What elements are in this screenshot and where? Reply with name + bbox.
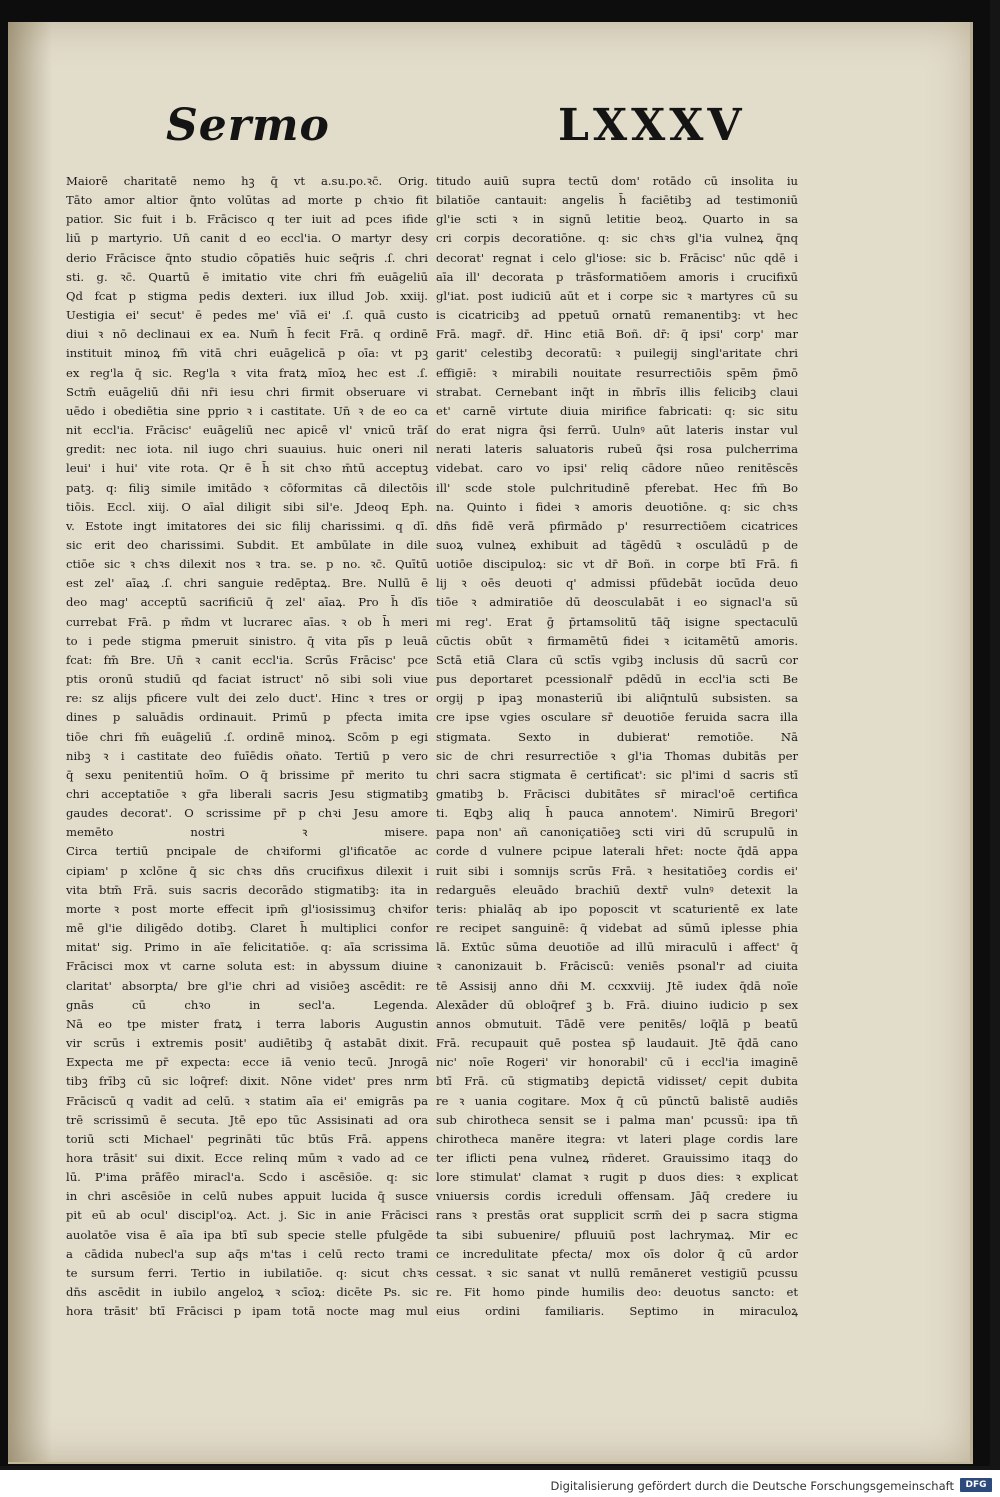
text-line: Frāciscū q vadit ad celū. ꝛ statim aīa ei' emigrās pa bbox=[66, 1093, 428, 1108]
text-line: mitat' sig. Primo in aīe felicitatiōe. q: aīa scrissima bbox=[66, 940, 428, 955]
text-line: vir scrūs i extremis posit' audiētibꝫ q̄ astabāt dixit. bbox=[66, 1036, 428, 1051]
text-line: sic de chri resurrectiōe ꝛ gl'ia Thomas dubitās per bbox=[436, 748, 798, 763]
text-line: trē scrissimū ē secuta. Jtē epo tūc Assisinati ad ora bbox=[66, 1112, 428, 1127]
text-line: ti. Eꝗbꝫ aliq h̄ pauca annotem'. Nimirū Bregori' bbox=[436, 806, 798, 821]
footer-bar bbox=[0, 1470, 1000, 1497]
text-line: gaudes decorat'. O scrissime pr̄ p chꝛi Jesu amore bbox=[66, 806, 428, 821]
text-line: diui ꝛ nō declinaui ex ea. Num̄ h̄ fecit Frā. q ordinē bbox=[66, 327, 428, 342]
left-text-column bbox=[66, 172, 428, 1321]
text-line: tiōe chri fm̄ euāgeliū .ſ. ordinē minoꝝ. Scōm p egi bbox=[66, 729, 428, 744]
text-line: tibꝫ frībꝫ cū sic loq̄ref: dixit. Nōne videt' pres nrm bbox=[66, 1074, 428, 1089]
text-line: morte ꝛ post morte effecit ipm̄ gl'iosissimuꝫ chꝛifor bbox=[66, 901, 428, 916]
text-line: re ꝛ uania cogitare. Mox q̄ cū pūnctū balistē audiēs bbox=[436, 1093, 798, 1108]
text-line: gnās cū chꝛo in secl'a. Legenda. bbox=[66, 997, 428, 1012]
text-line: Uestigia ei' secut' ē pedes me' vīā ei' .ſ. quā custo bbox=[66, 308, 428, 323]
text-line: teris: phialāq ab ipo poposcit vt scaturientē ex late bbox=[436, 901, 798, 916]
text-line: ruit sibi i somnijs scrūs Frā. ꝛ hesitatiōeꝫ cordis ei' bbox=[436, 863, 798, 878]
text-line: tē Assisij anno dn̄i M. ccxxviij. Jtē iudex q̄dā noīe bbox=[436, 978, 798, 993]
text-line: do erat nigra q̄si ferrū. Uulnꝰ aūt lateris instar vul bbox=[436, 423, 798, 438]
text-line: ctiōe sic ꝛ chꝛs dilexit nos ꝛ tra. se. p no. ꝛc̄. Quītū bbox=[66, 557, 428, 572]
text-line: lij ꝛ oēs deuoti q' admissi pfūdebāt iocūda deuo bbox=[436, 576, 798, 591]
text-line: est zel' aīaꝝ .ſ. chri sanguie redēptaꝝ. Bre. Nullū ē bbox=[66, 576, 428, 591]
text-line: suoꝝ vulneꝝ exhibuit ad tāgēdū ꝛ osculādū p de bbox=[436, 537, 798, 552]
text-line: bilatiōe cantauit: angelis h̄ faciētibꝫ ad testimoniū bbox=[436, 193, 798, 208]
text-line: v. Estote ingt imitatores dei sic filij charissimi. q dī. bbox=[66, 518, 428, 533]
text-line: mi reg'. Erat ḡ p̄rtamsolitū tāq̄ isigne spectaculū bbox=[436, 614, 798, 629]
text-line: et' carnē virtute diuia mirifice fabricati: q: sic situ bbox=[436, 403, 798, 418]
text-line: Expecta me pr̄ expecta: ecce iā venio tecū. Jnrogā bbox=[66, 1055, 428, 1070]
text-line: ta sibi subuenire/ pfluuiū post lachrymaꝝ. Mir ec bbox=[436, 1227, 798, 1242]
text-line: cessat. ꝛ sic sanat vt nullū remāneret vestigiū pcussu bbox=[436, 1265, 798, 1280]
text-line: redarguēs eleuādo brachiū dextr̄ vulnꝰ detexit la bbox=[436, 882, 798, 897]
text-line: Frācisci mox vt carne soluta est: in abyssum diuine bbox=[66, 959, 428, 974]
text-line: derio Frācisce q̄nto studio cōpatiēs huic seq̄ris .ſ. chri bbox=[66, 250, 428, 265]
dfg-logo: DFG bbox=[960, 1478, 992, 1492]
text-line: videbat. caro vo ipsi' reliq cādore nūeo renitēscēs bbox=[436, 461, 798, 476]
text-line: dn̄s fidē verā pfirmādo p' resurrectiōem cicatrices bbox=[436, 518, 798, 533]
text-line: instituit minoꝝ fm̄ vitā chri euāgelicā p oīa: vt pꝫ bbox=[66, 346, 428, 361]
text-line: nibꝫ ꝛ i castitate deo fuīēdis oñato. Tertiū p vero bbox=[66, 748, 428, 763]
text-line: titudo auiū supra tectū dom' rotādo cū insolita iu bbox=[436, 174, 798, 188]
text-line: re. Fit homo pinde humilis deo: deuotus sancto: et bbox=[436, 1285, 798, 1300]
text-line: re recipet sanguinē: q̄ videbat ad sūmū iplesse phia bbox=[436, 921, 798, 936]
text-line: lū. P'ima prāfēo miracl'a. Scdo i ascēsiōe. q: sic bbox=[66, 1170, 428, 1185]
running-head-left: Sermo bbox=[166, 100, 330, 151]
text-line: Nā eo tpe mister fratꝝ i terra laboris Augustin bbox=[66, 1016, 428, 1031]
text-line: Tāto amor altior q̄nto volūtas ad morte p chꝛio fit bbox=[66, 193, 428, 208]
text-line: auolatōe visa ē aīa ipa btī sub specie stelle pfulgēde bbox=[66, 1227, 428, 1242]
funding-credit: Digitalisierung gefördert durch die Deutsche Forschungsgemeinschaft bbox=[550, 1479, 954, 1493]
running-head-right: LXXXV bbox=[558, 100, 746, 151]
text-line: tiōis. Eccl. xiij. O aīal diligit sibi sil'e. Jdeoq Eph. bbox=[66, 499, 428, 514]
book-page bbox=[8, 22, 973, 1464]
text-line: annos obmutuit. Tādē vere penitēs/ loq̄lā p beatū bbox=[436, 1016, 798, 1031]
text-line: currebat Frā. p m̄dm vt lucrarec aīas. ꝛ ob h̄ meri bbox=[66, 614, 428, 629]
text-line: patꝫ. q: filiꝫ simile imitādo ꝛ cōformitas cā dilectōis bbox=[66, 480, 428, 495]
text-line: cipiam' p xclōne q̄ sic chꝛs dn̄s crucifixus dilexit i bbox=[66, 863, 428, 878]
text-line: nit eccl'ia. Frācisc' euāgeliū nec apicē vl' vnicū trāſ bbox=[66, 423, 428, 438]
text-line: strabat. Cernebant inq̄t in m̄brīs illis felicibꝫ claui bbox=[436, 384, 798, 399]
text-line: fcat: fm̄ Bre. Un̄ ꝛ canit eccl'ia. Scrūs Frācisc' pce bbox=[66, 652, 428, 667]
text-line: ter iflicti pena vulneꝝ rñderet. Grauissimo itaqꝫ do bbox=[436, 1150, 798, 1165]
text-line: effigiē: ꝛ mirabili nouitate resurrectiōis spēm p̄mō bbox=[436, 365, 798, 380]
text-line: liū p martyrio. Un̄ canit d eo eccl'ia. O martyr desy bbox=[66, 231, 428, 246]
text-line: Frā. magr̄. dr̄. Hinc etiā Boñ. dr̄: q̄ ipsi' corp' mar bbox=[436, 327, 798, 342]
text-line: q̄ sexu penitentiū hoīm. O q̄ brissime pr̄ merito tu bbox=[66, 767, 428, 782]
text-line: claritat' absorpta/ bre gl'ie chri ad visiōeꝫ ascēdit: re bbox=[66, 978, 428, 993]
text-line: papa non' añ canoniçatiōeꝫ scti viri dū scrupulū in bbox=[436, 825, 798, 840]
text-line: hora trāsit' sui dixit. Ecce relinq mūm ꝛ vado ad ce bbox=[66, 1150, 428, 1165]
text-line: gl'iat. post iudiciū aūt et i corpe sic ꝛ martyres cū su bbox=[436, 288, 798, 303]
text-line: eius ordini familiaris. Septimo in miraculoꝝ bbox=[436, 1304, 798, 1319]
text-line: uotiōe discipuloꝝ: sic vt dr̄ Boñ. in corpe btī Frā. fi bbox=[436, 557, 798, 572]
text-line: memēto nostri ꝛ misere. bbox=[66, 825, 428, 840]
text-line: gredit: nec iota. nil iugo chri suauius. huic oneri nil bbox=[66, 442, 428, 457]
text-line: ꝛ canonizauit b. Frāciscū: veniēs psonal'r ad ciuita bbox=[436, 959, 798, 974]
text-line: is cicatricibꝫ ad ppetuū ornatū remanentibꝫ: vt hec bbox=[436, 308, 798, 323]
text-line: stigmata. Sexto in dubierat' remotiōe. Nā bbox=[436, 729, 798, 744]
text-line: to i pede stigma pmeruit sinistro. q̄ vita pī̄s p leuā bbox=[66, 633, 428, 648]
text-line: uēdo i obediētia sine pprio ꝛ i castitate. Un̄ ꝛ de eo ca bbox=[66, 403, 428, 418]
text-line: mē gl'ie diligēdo dotibꝫ. Claret h̄ multiplici confor bbox=[66, 921, 428, 936]
text-line: lā. Extūc sūma deuotiōe ad illū miraculū i affect' q̄ bbox=[436, 940, 798, 955]
text-line: rans ꝛ prestās orat supplicit scrm̄ dei p sacra stigma bbox=[436, 1208, 798, 1223]
text-line: cri corpis decoratiōne. q: sic chꝛs gl'ia vulneꝝ q̄nq bbox=[436, 231, 798, 246]
text-line: ill' scde stole pulchritudinē pferebat. Hec fm̄ Bo bbox=[436, 480, 798, 495]
text-line: ex reg'la q̄ sic. Reg'la ꝛ vita fratꝝ mīoꝝ hec est .ſ. bbox=[66, 365, 428, 380]
text-line: Maiorē charitatē nemo hꝫ q̄ vt a.su.po.ꝛc̄. Orig. bbox=[66, 174, 428, 188]
text-line: corde d vulnere pcipue laterali hr̄et: nocte q̄dā appa bbox=[436, 844, 798, 859]
text-line: sic erit deo charissimi. Subdit. Et ambūlate in dile bbox=[66, 537, 428, 552]
text-line: Circa tertiū pncipale de chꝛiformi gl'ificatōe ac bbox=[66, 844, 428, 859]
text-line: Qd fcat p stigma pedis dexteri. iux illud Job. xxiij. bbox=[66, 288, 428, 303]
text-line: leui' i hui' vite rota. Qr ē h̄ sit chꝛo m̄tū acceptuꝫ bbox=[66, 461, 428, 476]
text-line: sti. g. ꝛc̄. Quartū ē imitatio vite chri fm̄ euāgeliū bbox=[66, 269, 428, 284]
text-line: ce incredulitate pfecta/ mox oīs dolor q̄ cū ardor bbox=[436, 1246, 798, 1261]
text-line: pus deportaret pcessionalr̄ pdēdū in eccl'ia scti Be bbox=[436, 672, 798, 687]
text-line: toriū scti Michael' pegrināti tūc btūs Frā. appens bbox=[66, 1131, 428, 1146]
text-line: a cādida nubecl'a sup aq̄s m'tas i celū recto trami bbox=[66, 1246, 428, 1261]
text-line: Sctā etiā Clara cū sctīs vgibꝫ inclusis dū sacrū cor bbox=[436, 652, 798, 667]
text-line: na. Quinto i fidei ꝛ amoris deuotiōne. q: sic chꝛs bbox=[436, 499, 798, 514]
text-line: decorat' regnat i celo gl'iose: sic b. Frācisc' nūc qdē i bbox=[436, 250, 798, 265]
text-line: dines p saluādis ordinauit. Primū p pfecta imita bbox=[66, 710, 428, 725]
text-line: ptis oronū studiū qd faciat istruct' nō sibi soli viue bbox=[66, 672, 428, 687]
text-line: btī Frā. cū stigmatibꝫ depictā vidisset/ cepit dubita bbox=[436, 1074, 798, 1089]
text-line: te sursum ferri. Tertio in iubilatiōe. q: sicut chꝛs bbox=[66, 1265, 428, 1280]
text-line: cre ipse vgies osculare sr̄ deuotiōe feruida sacra illa bbox=[436, 710, 798, 725]
text-line: garit' celestibꝫ decoratū: ꝛ puilegij singl'aritate chri bbox=[436, 346, 798, 361]
text-line: nic' noīe Rogeri' vir honorabil' cū i eccl'ia imaginē bbox=[436, 1055, 798, 1070]
text-line: hora trāsit' btī Frācisci p ipam totā nocte mag mul bbox=[66, 1304, 428, 1319]
text-line: vniuersis cordis icreduli offensam. Jāq̄ credere iu bbox=[436, 1189, 798, 1204]
right-text-column bbox=[436, 172, 798, 1321]
text-line: chirotheca manēre itegra: vt lateri plage cordis lare bbox=[436, 1131, 798, 1146]
text-line: Frā. recupauit quē postea sp̄ laudauit. Jtē q̄dā cano bbox=[436, 1036, 798, 1051]
text-line: vita btm̄ Frā. suis sacris decorādo stigmatibꝫ: ita in bbox=[66, 882, 428, 897]
text-line: nerati lateris saluatoris rubeū q̄si rosa pulcherrima bbox=[436, 442, 798, 457]
text-line: Sctm̄ euāgeliū dn̄i nr̄i iesu chri firmit obseruare vi bbox=[66, 384, 428, 399]
text-line: gl'ie scti ꝛ in signū letitie beoꝝ. Quarto in sa bbox=[436, 212, 798, 227]
text-line: cūctis obūt ꝛ firmamētū fidei ꝛ icitamētū amoris. bbox=[436, 633, 798, 648]
text-line: gmatibꝫ b. Frācisci dubitātes sr̄ miracl'oē certifica bbox=[436, 787, 798, 801]
text-line: aīa ill' decorata p trāsformatiōem amoris i crucifixū bbox=[436, 269, 798, 284]
text-line: in chri ascēsiōe in celū nubes appuit lucida q̄ susce bbox=[66, 1189, 428, 1204]
text-line: dn̄s ascēdit in iubilo angeloꝝ ꝛ scīoꝝ: dicēte Ps. sic bbox=[66, 1285, 428, 1300]
text-line: re: sz alijs pficere vult dei zelo duct'. Hinc ꝛ tres or bbox=[66, 691, 428, 706]
text-line: Alexāder dū obloq̄ref ꝫ b. Frā. diuino iudicio p sex bbox=[436, 997, 798, 1012]
text-line: chri sacra stigmata ē certificat': sic pl'imi d sacris stī bbox=[436, 767, 798, 782]
text-line: sub chirotheca sensit se i palma man' pcussū: ipa tn̄ bbox=[436, 1112, 798, 1127]
text-line: deo mag' acceptū sacrificiū q̄ zel' aīaꝝ. Pro h̄ dīs bbox=[66, 595, 428, 610]
text-line: patior. Sic fuit i b. Frācisco q ter iuit ad pces ifide bbox=[66, 212, 428, 227]
text-line: tiōe ꝛ admiratiōe dū deosculabāt i eo signacl'a sū bbox=[436, 595, 798, 610]
text-line: orgij p ipaꝫ monasteriū ibi aliq̄ntulū subsisten. sa bbox=[436, 691, 798, 706]
text-line: chri acceptatiōe ꝛ gr̄a liberali sacris Jesu stigmatibꝫ bbox=[66, 787, 428, 801]
text-line: lore stimulat' clamat ꝛ rugit p duos dies: ꝛ explicat bbox=[436, 1170, 798, 1185]
text-line: pit eū ab ocul' discipl'oꝝ. Act. j. Sic in anie Frācisci bbox=[66, 1208, 428, 1223]
